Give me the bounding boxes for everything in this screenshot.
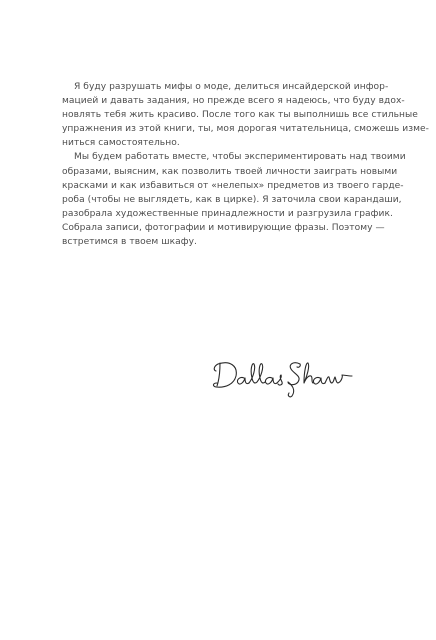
paragraph-line: встретимся в твоем шкафу. xyxy=(62,237,197,248)
paragraph-line: роба (чтобы не выглядеть, как в цирке). Я заточила свои карандаши, xyxy=(62,194,402,205)
author-signature xyxy=(208,352,360,400)
paragraph-line: мацией и давать задания, но прежде всего я надеюсь, что буду вдох- xyxy=(62,96,405,107)
paragraph-line: ниться самостоятельно. xyxy=(62,138,180,149)
paragraph-line: упражнения из этой книги, ты, моя дорогая читательница, сможешь изме- xyxy=(62,124,429,135)
paragraph-line: разобрала художественные принадлежности и разгрузила график. xyxy=(62,208,393,219)
signature-drawing xyxy=(208,352,360,400)
body-text xyxy=(62,80,429,249)
paragraph-line: образами, выясним, как позволить твоей личности заиграть новыми xyxy=(62,166,398,177)
paragraph-line: Собрала записи, фотографии и мотивирующие фразы. Поэтому — xyxy=(62,222,385,233)
paragraph-line: Мы будем работать вместе, чтобы экспериментировать над твоими xyxy=(74,152,406,163)
paragraph-line: красками и как избавиться от «нелепых» предметов из твоего гарде- xyxy=(62,180,404,191)
paragraph-line: новлять тебя жить красиво. После того как ты выполнишь все стильные xyxy=(62,110,418,121)
paragraph-line: Я буду разрушать мифы о моде, делиться инсайдерской инфор- xyxy=(74,82,389,92)
paragraph-2 xyxy=(62,150,406,249)
paragraph-1 xyxy=(62,80,429,150)
